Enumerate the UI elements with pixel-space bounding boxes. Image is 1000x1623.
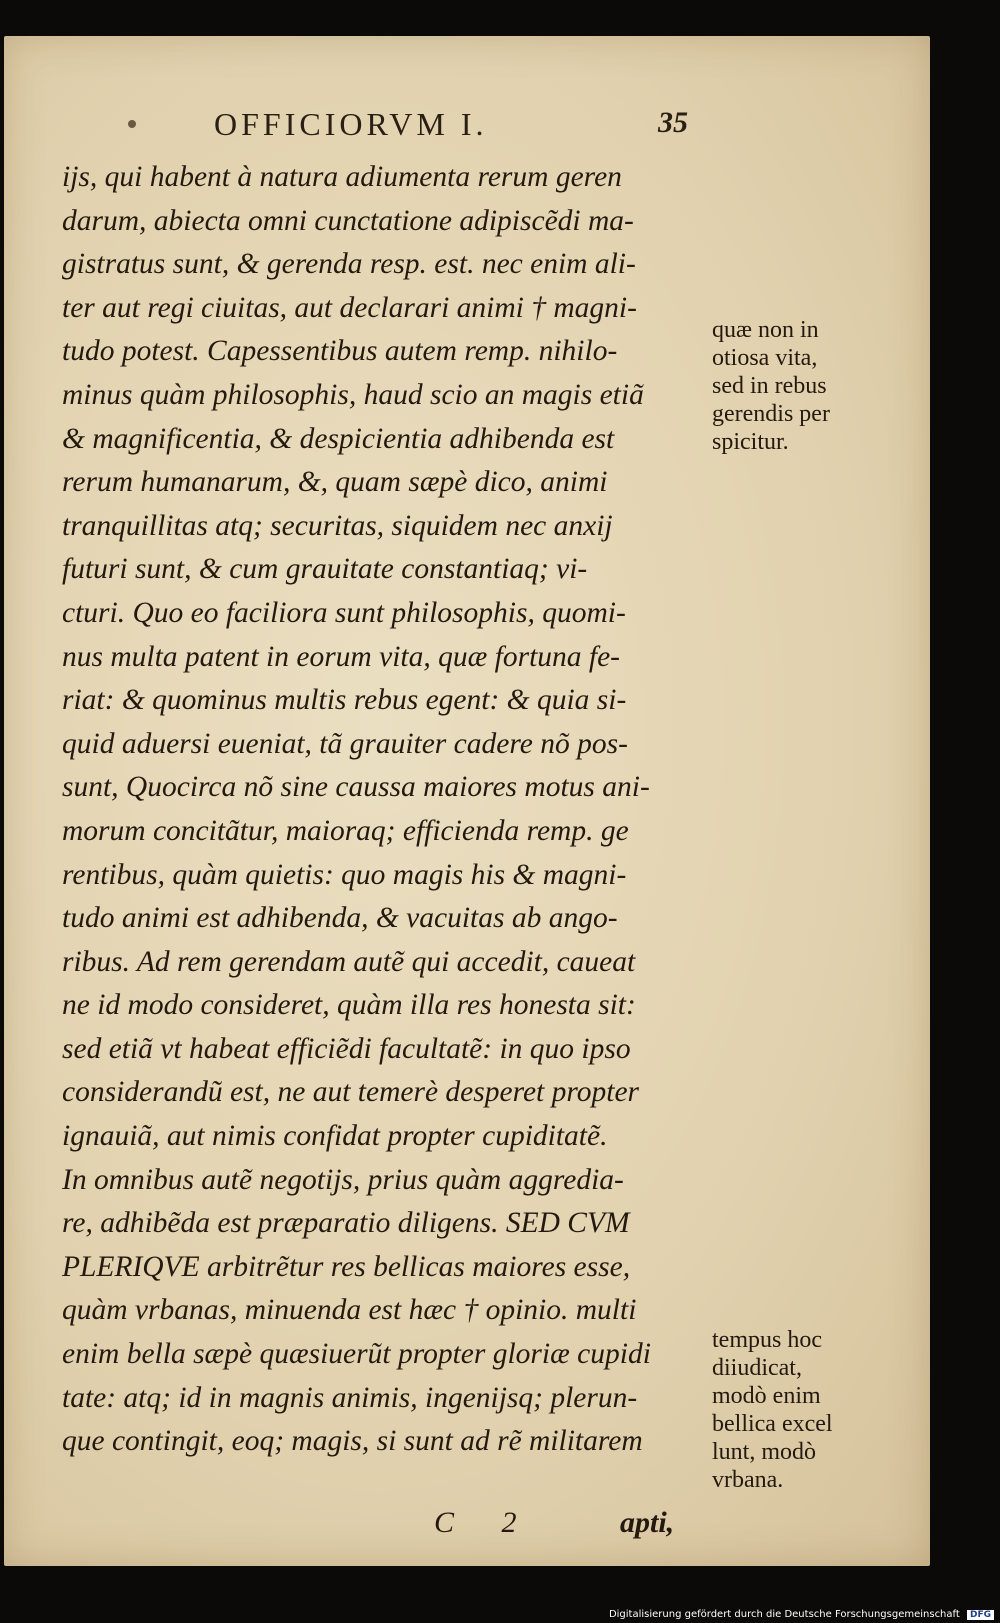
- margin-note-line: vrbana.: [712, 1467, 784, 1493]
- text-line: nus multa patent in eorum vita, quæ fortuna fe-: [62, 640, 621, 673]
- margin-note-line: gerendis per: [712, 401, 830, 427]
- text-line: In omnibus autẽ negotijs, prius quàm aggredia-: [62, 1163, 624, 1196]
- text-line: tudo animi est adhibenda, & vacuitas ab ango-: [62, 902, 618, 935]
- text-line: enim bella sæpè quæsiuerũt propter gloriæ cupidi: [62, 1338, 651, 1371]
- margin-note-line: modò enim: [712, 1383, 821, 1409]
- margin-note-line: sed in rebus: [712, 373, 827, 399]
- text-line: ne id modo consideret, quàm illa res honesta sit:: [62, 989, 636, 1022]
- footer-text: Digitalisierung gefördert durch die Deutsche Forschungsgemeinschaft: [608, 1609, 960, 1620]
- text-line: quàm vrbanas, minuenda est hæc † opinio. multi: [62, 1294, 637, 1327]
- margin-note-line: lunt, modò: [712, 1439, 817, 1465]
- text-line: considerandũ est, ne aut temerè desperet propter: [62, 1076, 640, 1109]
- text-line: minus quàm philosophis, haud scio an magis etiã: [62, 378, 644, 411]
- text-line: sunt, Quocirca nõ sine caussa maiores motus ani-: [62, 771, 650, 804]
- running-head: OFFICIORVM I.: [214, 106, 488, 142]
- text-line: que contingit, eoq; magis, si sunt ad rẽ militarem: [62, 1425, 643, 1458]
- digitization-footer: [609, 1609, 994, 1620]
- margin-note-line: tempus hoc: [712, 1327, 822, 1353]
- text-line: rerum humanarum, &, quam sæpè dico, animi: [62, 466, 608, 499]
- margin-note-1: [712, 316, 922, 456]
- text-line: cturi. Quo eo faciliora sunt philosophis, quomi-: [62, 596, 626, 629]
- main-text-block: [62, 156, 702, 1464]
- margin-note-line: otiosa vita,: [712, 345, 818, 371]
- text-line: tudo potest. Capessentibus autem remp. nihilo-: [62, 335, 618, 368]
- catchword: apti,: [620, 1506, 675, 1539]
- text-line: PLERIQVE arbitrẽtur res bellicas maiores esse,: [62, 1250, 631, 1283]
- text-line: & magnificentia, & despicientia adhibenda est: [62, 422, 615, 455]
- text-line: rentibus, quàm quietis: quo magis his & magni-: [62, 858, 627, 891]
- text-line: ribus. Ad rem gerendam autẽ qui accedit, caueat: [62, 945, 636, 978]
- text-line: ter aut regi ciuitas, aut declarari animi † magni-: [62, 291, 637, 324]
- book-page: [4, 36, 930, 1566]
- dfg-logo: DFG: [967, 1610, 994, 1620]
- text-line: darum, abiecta omni cunctatione adipiscẽdi ma-: [62, 204, 634, 237]
- text-line: re, adhibẽda est præparatio diligens. SED CVM: [62, 1207, 630, 1240]
- signature-mark: C 2: [434, 1506, 537, 1539]
- text-line: riat: & quominus multis rebus egent: & quia si-: [62, 684, 627, 717]
- text-line: tranquillitas atq; securitas, siquidem nec anxij: [62, 509, 613, 542]
- text-line: sed etiã vt habeat efficiẽdi facultatẽ: in quo ipso: [62, 1032, 631, 1065]
- text-line: tate: atq; id in magnis animis, ingenijsq; plerun-: [62, 1381, 638, 1414]
- text-line: futuri sunt, & cum grauitate constantiaq; vi-: [62, 553, 588, 586]
- margin-note-line: spicitur.: [712, 429, 789, 455]
- page-header: [4, 106, 930, 152]
- page-number: 35: [658, 106, 688, 139]
- text-line: ijs, qui habent à natura adiumenta rerum geren: [62, 161, 622, 193]
- margin-note-2: [712, 1326, 922, 1494]
- ornament-dot: [128, 120, 136, 128]
- margin-note-line: bellica excel: [712, 1411, 833, 1437]
- text-line: gistratus sunt, & gerenda resp. est. nec enim ali-: [62, 248, 636, 281]
- text-line: quid aduersi eueniat, tã grauiter cadere nõ pos-: [62, 727, 628, 760]
- margin-note-line: quæ non in: [712, 317, 819, 343]
- text-line: ignauiã, aut nimis confidat propter cupiditatẽ.: [62, 1120, 608, 1153]
- text-line: morum concitãtur, maioraq; efficienda remp. ge: [62, 814, 629, 847]
- margin-note-line: diiudicat,: [712, 1355, 802, 1381]
